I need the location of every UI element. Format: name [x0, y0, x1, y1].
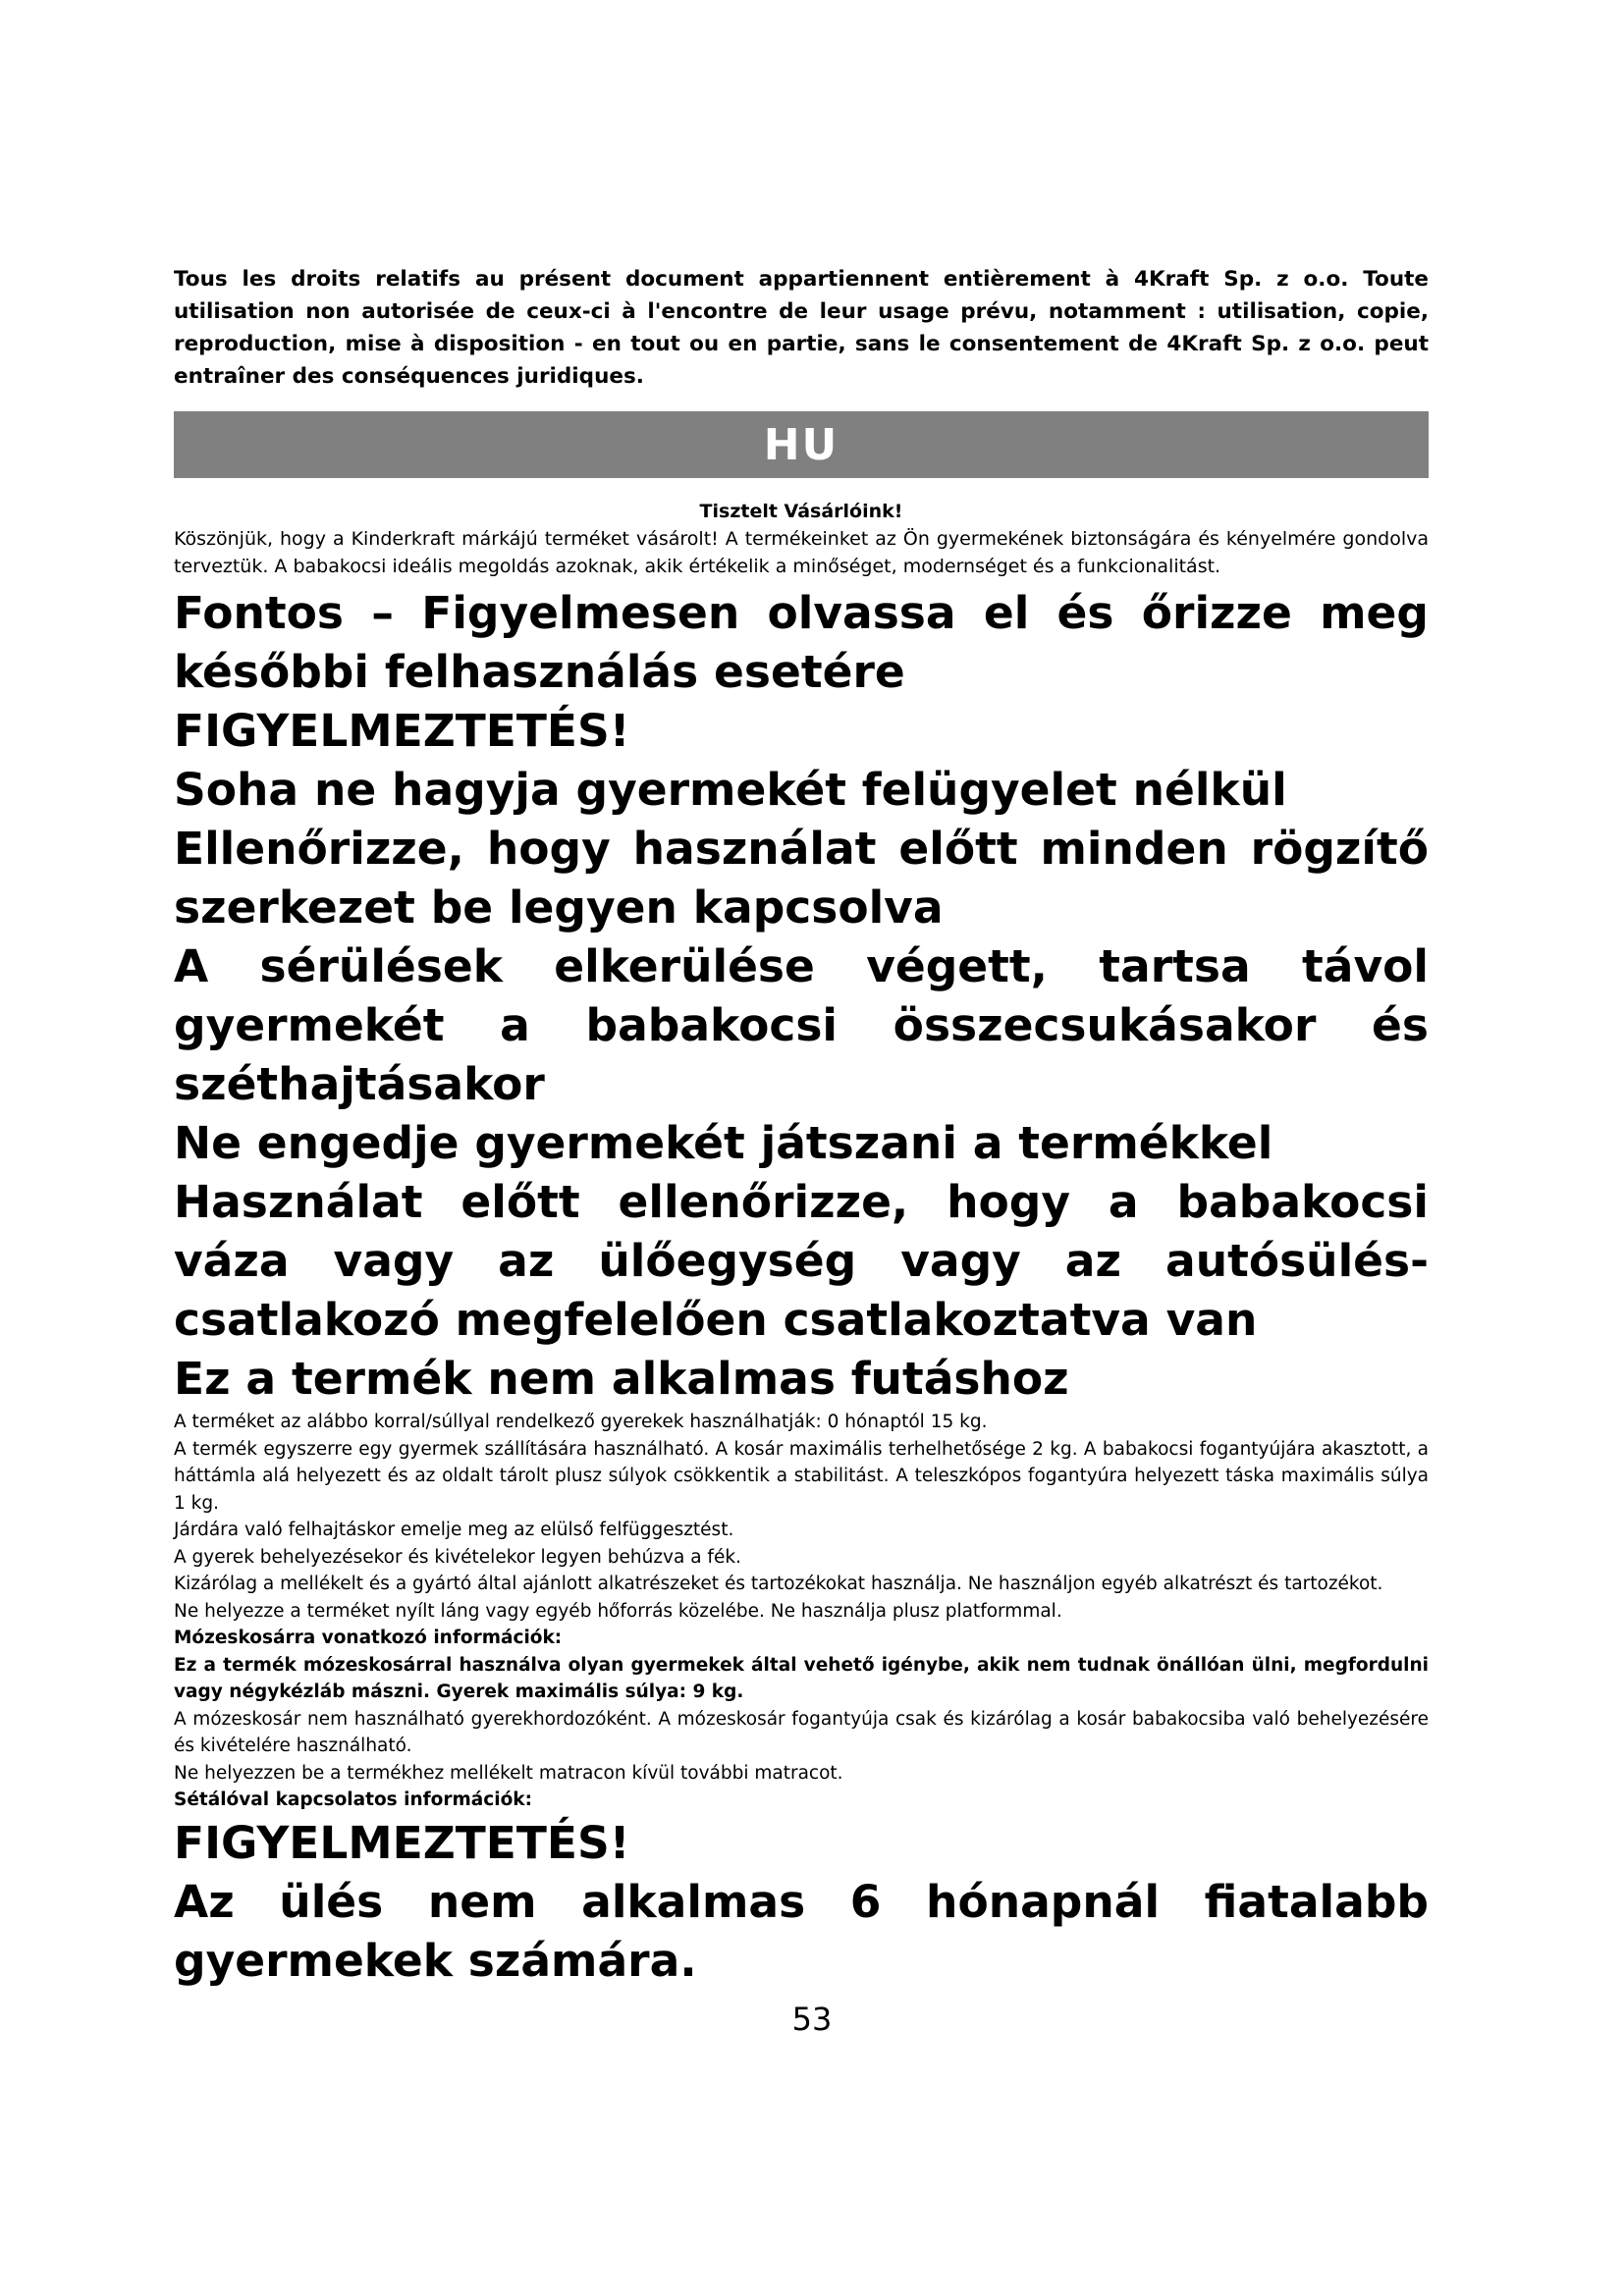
paragraph-carrycot-handle: A mózeskosár nem használható gyerekhordozóként. A mózeskosár fogantyúja csak és kizárólag a kosár babakocsiba való behelyezésére és kivételére használható. — [174, 1708, 1429, 1756]
copyright-notice: Tous les droits relatifs au présent document appartiennent entièrement à 4Kraft Sp. z o.o. Toute utilisation non autorisée de ceux-ci à l'encontre de leur usage prévu, notamment : utilisation, copie, reproduction, mise à disposition - en tout ou en partie, sans le consentement de 4Kraft Sp. z o.o. peut entraîner des conséquences juridiques. — [174, 267, 1429, 389]
paragraph-age-weight: A terméket az alábbo korral/súllyal rendelkező gyerekek használhatják: 0 hónaptól 15 kg. — [174, 1412, 988, 1432]
paragraph-curb: Járdára való felhajtáskor emelje meg az elülső felfüggesztést. — [174, 1520, 734, 1540]
language-banner — [174, 411, 1429, 478]
heading-warning-2: FIGYELMEZTETÉS! — [174, 1816, 630, 1869]
heading-not-running: Ez a termék nem alkalmas futáshoz — [174, 1353, 1069, 1405]
intro-paragraph: Köszönjük, hogy a Kinderkraft márkájú terméket vásárolt! A termékeinket az Ön gyermekének biztonságára és kényelmére gondolva terveztük. A babakocsi ideális megoldás azoknak, akik értékelik a minőséget, modernséget és a funkcionalitást. — [174, 528, 1429, 577]
paragraph-parts: Kizárólag a mellékelt és a gyártó által ajánlott alkatrészeket és tartozékokat használja. Ne használjon egyéb alkatrészt és tartozékot. — [174, 1574, 1383, 1594]
heading-check-frame: Használat előtt ellenőrizze, hogy a babakocsi váza vagy az ülőegység vagy az autósülés-csatlakozó megfelelően csatlakoztatva van — [174, 1176, 1429, 1346]
heading-no-play: Ne engedje gyermekét játszani a termékkel — [174, 1117, 1273, 1169]
heading-important: Fontos – Figyelmesen olvassa el és őrizze meg későbbi felhasználás esetére — [174, 587, 1429, 698]
paragraph-carrycot-use: Ez a termék mózeskosárral használva olyan gyermekek által vehető igénybe, akik nem tudnak önállóan ülni, megfordulni vagy négykézláb mászni. Gyerek maximális súlya: 9 kg. — [174, 1654, 1429, 1702]
document-page — [174, 263, 1429, 1991]
heading-never-unattended: Soha ne hagyja gyermekét felügyelet nélkül — [174, 764, 1287, 816]
page-number: 53 — [791, 2001, 833, 2038]
paragraph-one-child: A termék egyszerre egy gyermek szállítására használható. A kosár maximális terhelhetősége 2 kg. A babakocsi fogantyújára akasztott, a háttámla alá helyezett és az oldalt tárolt plusz súlyok csökkentik a stabilitást. A teleszkópos fogantyúra helyezett táska maximális súlya 1 kg. — [174, 1438, 1429, 1514]
heading-check-locking: Ellenőrizze, hogy használat előtt minden rögzítő szerkezet be legyen kapcsolva — [174, 823, 1429, 934]
paragraph-heat: Ne helyezze a terméket nyílt láng vagy egyéb hőforrás közelébe. Ne használja plusz platformmal. — [174, 1600, 1062, 1622]
stroller-section-title: Sétálóval kapcsolatos információk: — [174, 1789, 532, 1810]
language-code: HU — [763, 419, 839, 470]
heading-seat-age: Az ülés nem alkalmas 6 hónapnál fiatalabb gyermekek számára. — [174, 1875, 1429, 1987]
heading-avoid-injury: A sérülések elkerülése végett, tartsa távol gyermekét a babakocsi összecsukásakor és széthajtásakor — [174, 940, 1429, 1110]
carrycot-section-title: Mózeskosárra vonatkozó információk: — [174, 1628, 563, 1648]
paragraph-mattress: Ne helyezzen be a termékhez mellékelt matracon kívül további matracot. — [174, 1762, 843, 1784]
paragraph-brake: A gyerek behelyezésekor és kivételekor legyen behúzva a fék. — [174, 1546, 741, 1568]
heading-warning: FIGYELMEZTETÉS! — [174, 705, 630, 757]
greeting: Tisztelt Vásárlóink! — [699, 501, 903, 522]
